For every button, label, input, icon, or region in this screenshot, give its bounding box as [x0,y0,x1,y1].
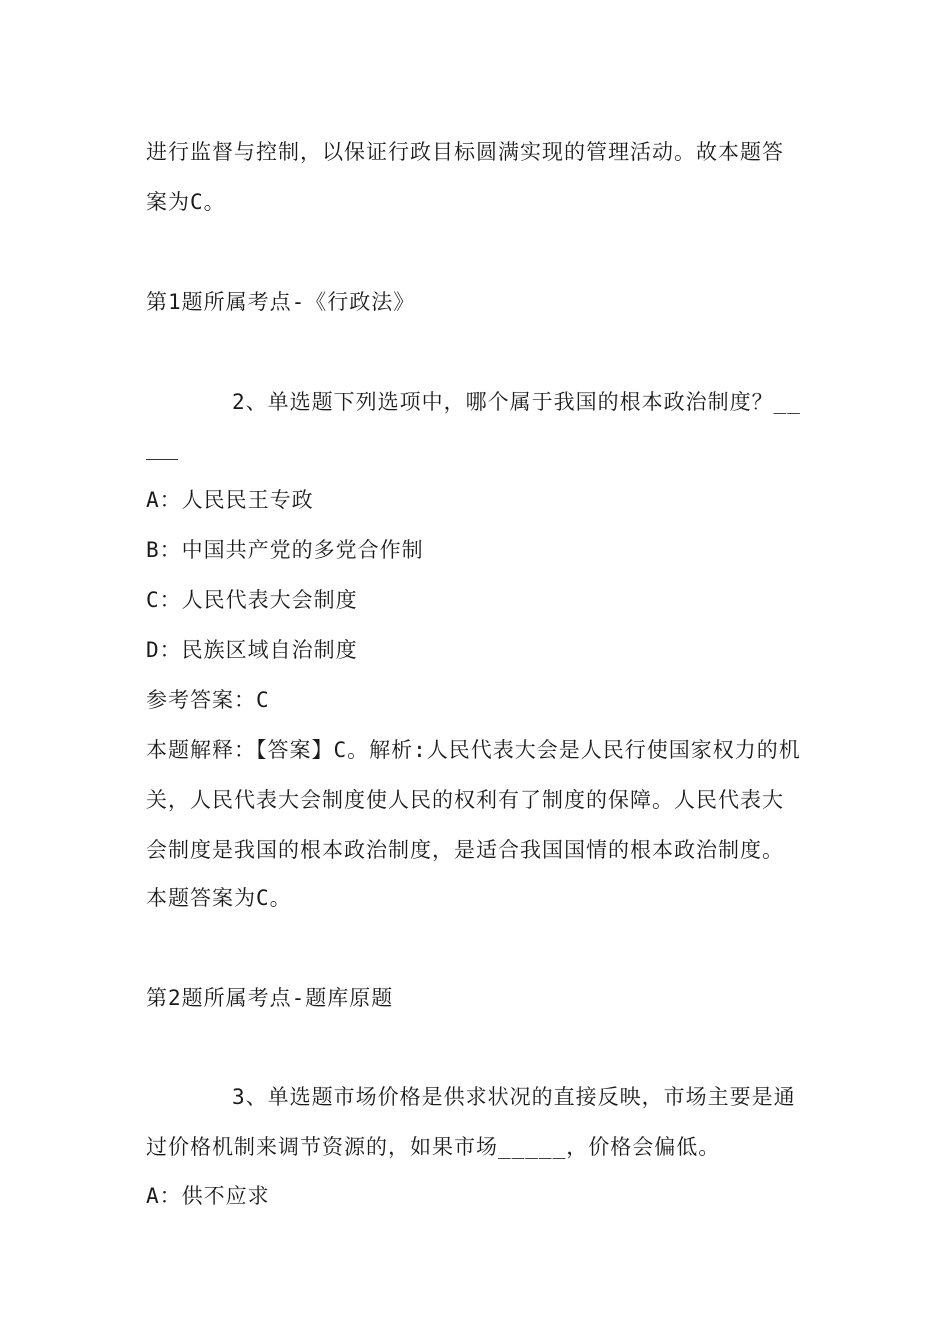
q2-reference-answer: 参考答案：C [146,688,270,712]
q1-knowledge-point: 第1题所属考点-《行政法》 [146,290,416,314]
q2-explanation-line-1: 本题解释：【答案】C。解析:人民代表大会是人民行使国家权力的机 [146,738,801,762]
q2-option-c: C：人民代表大会制度 [146,588,358,612]
q3-stem-line-1: 3、单选题市场价格是供求状况的直接反映，市场主要是通 [232,1085,796,1109]
q1-explanation-line-1: 进行监督与控制，以保证行政目标圆满实现的管理活动。故本题答 [146,140,784,164]
q2-explanation-line-3: 会制度是我国的根本政治制度，是适合我国国情的根本政治制度。 [146,838,784,862]
q2-explanation-line-2: 关，人民代表大会制度使人民的权利有了制度的保障。人民代表大 [146,788,784,812]
q3-stem-line-2: 过价格机制来调节资源的，如果市场_____，价格会偏低。 [146,1135,721,1159]
q1-explanation-line-2: 案为C。 [146,190,226,214]
q2-option-a: A：人民民王专政 [146,488,314,512]
q2-option-d: D：民族区域自治制度 [146,638,358,662]
q2-knowledge-point: 第2题所属考点-题库原题 [146,986,394,1010]
q3-option-a: A：供不应求 [146,1184,270,1208]
q2-stem-line-1: 2、单选题下列选项中，哪个属于我国的根本政治制度？__ [232,390,801,414]
q2-answer-blank [146,459,178,460]
q2-option-b: B：中国共产党的多党合作制 [146,538,424,562]
q2-explanation-line-4: 本题答案为C。 [146,886,292,910]
